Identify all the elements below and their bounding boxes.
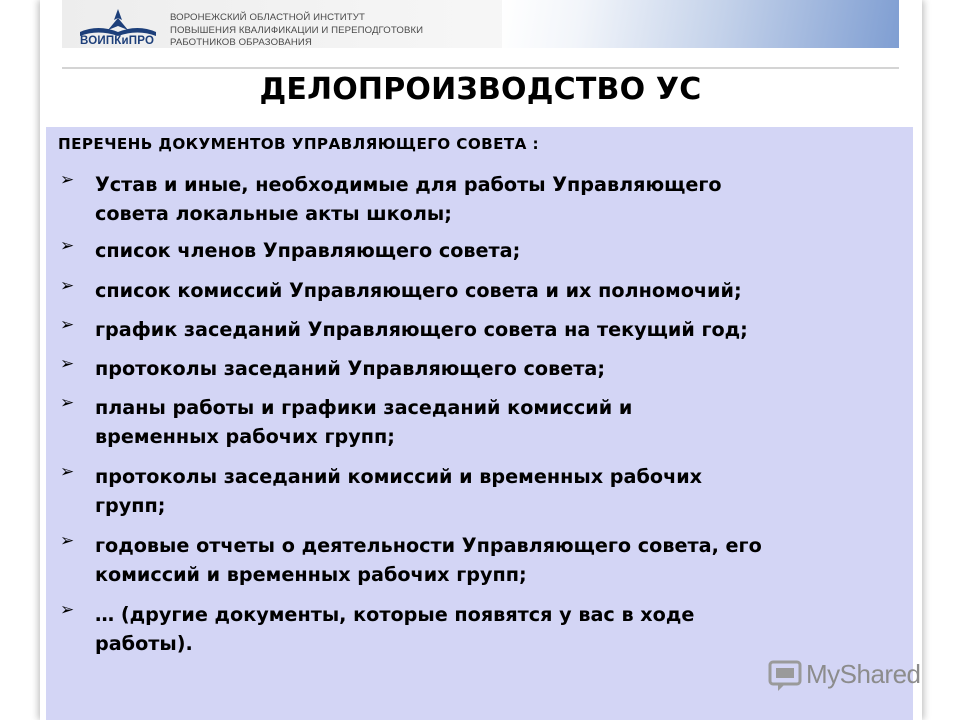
list-item-line: групп; — [95, 494, 166, 517]
list-item-text — [95, 170, 905, 228]
institute-name — [170, 12, 470, 50]
bullet-arrow-icon: ➢ — [60, 236, 75, 256]
list-item-text — [95, 236, 905, 265]
list-item-text — [95, 354, 905, 383]
header-divider — [62, 67, 899, 69]
list-item-line: работы). — [95, 632, 193, 655]
list-item-text — [95, 276, 905, 305]
institute-line: ВОРОНЕЖСКИЙ ОБЛАСТНОЙ ИНСТИТУТ — [170, 12, 365, 23]
list-item-text — [95, 393, 905, 451]
bullet-arrow-icon: ➢ — [60, 531, 75, 551]
list-item-line: протоколы заседаний Управляющего совета; — [95, 357, 605, 380]
list-item-line: совета локальные акты школы; — [95, 202, 452, 225]
institute-line: ПОВЫШЕНИЯ КВАЛИФИКАЦИИ И ПЕРЕПОДГОТОВКИ — [170, 24, 424, 36]
bullet-arrow-icon: ➢ — [60, 276, 75, 296]
list-item-line: временных рабочих групп; — [95, 425, 395, 448]
logo-text: ВОИПКиПРО — [80, 35, 155, 47]
bullet-arrow-icon: ➢ — [60, 600, 75, 620]
slide-title: ДЕЛОПРОИЗВОДСТВО УС — [259, 72, 702, 107]
watermark-text: MyShared — [806, 659, 921, 689]
list-item-text — [95, 600, 905, 658]
bullet-arrow-icon: ➢ — [60, 354, 75, 374]
header-blue-band — [502, 0, 899, 48]
list-item-line: Устав и иные, необходимые для работы Управляющего — [95, 173, 722, 196]
list-item-line: список членов Управляющего совета; — [95, 239, 521, 262]
list-item-text — [95, 315, 905, 344]
list-item-text — [95, 531, 905, 589]
institute-line: РАБОТНИКОВ ОБРАЗОВАНИЯ — [170, 37, 312, 48]
list-item-line: планы работы и графики заседаний комиссий и — [95, 396, 633, 419]
bullet-arrow-icon: ➢ — [60, 462, 75, 482]
bullet-arrow-icon: ➢ — [60, 393, 75, 413]
list-item-line: годовые отчеты о деятельности Управляющего совета, его — [95, 534, 762, 557]
slide-subtitle: ПЕРЕЧЕНЬ ДОКУМЕНТОВ УПРАВЛЯЮЩЕГО СОВЕТА : — [58, 135, 539, 153]
list-item-line: … (другие документы, которые появятся у вас в ходе — [95, 603, 695, 626]
list-item-line: протоколы заседаний комиссий и временных рабочих — [95, 465, 703, 488]
bullet-arrow-icon: ➢ — [60, 170, 75, 190]
list-item-text — [95, 462, 905, 520]
list-item-line: комиссий и временных рабочих групп; — [95, 563, 527, 586]
list-item-line: график заседаний Управляющего совета на текущий год; — [95, 318, 748, 341]
bullet-arrow-icon: ➢ — [60, 315, 75, 335]
list-item-line: список комиссий Управляющего совета и их полномочий; — [95, 279, 742, 302]
